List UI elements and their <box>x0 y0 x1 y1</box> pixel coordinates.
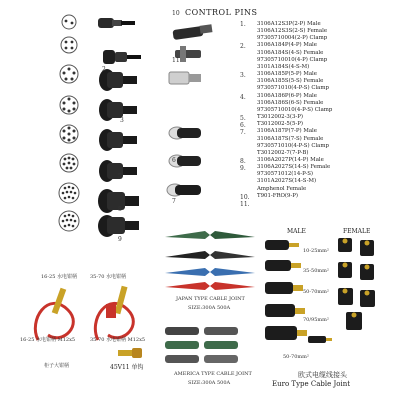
connector-icon <box>98 215 139 237</box>
euro-caption-cn: 欧式电缆线接头 <box>298 371 347 379</box>
plug-face-icon <box>60 96 78 114</box>
part-list-item: T3012002-5(5-P) <box>257 121 303 128</box>
tong-label: 35-70 水电钳柄 M12x5 <box>90 337 146 343</box>
tong-label: 35-70 水电钳柄 <box>90 274 127 280</box>
euro-size: 10-25mm² <box>303 248 329 254</box>
euro-size: 50-70mm² <box>283 354 309 360</box>
japan-joint-icon <box>165 251 255 259</box>
part-list-item: 3106A12S3S(2-S) Female <box>257 28 328 35</box>
part-list-item: 3101A184S(4-S-M) <box>257 63 310 70</box>
plug-face-icon <box>61 37 77 53</box>
figure-number: 3 <box>120 117 124 124</box>
figure-number: 9 <box>118 236 122 243</box>
japan-joint-size: SIZE:300A 500A <box>188 305 231 311</box>
euro-female-icon <box>360 264 374 280</box>
tong-label: 16-25 水电钳柄 M12x5 <box>20 337 76 343</box>
euro-male-icon <box>308 336 332 343</box>
figure-number: 8 <box>118 206 122 213</box>
list-number: 11. <box>240 201 250 208</box>
euro-male-icon <box>265 304 305 317</box>
euro-size: 50-70mm² <box>303 289 329 295</box>
plug-face-icon <box>59 183 79 203</box>
part-list-item: 9730571010(4-P-S) Clamp <box>257 142 329 149</box>
euro-male-icon <box>265 240 299 250</box>
japan-joint-icon <box>165 282 255 290</box>
euro-female-icon <box>338 262 352 278</box>
plug-face-icon <box>59 211 79 231</box>
plug-face-icon <box>62 15 76 29</box>
connector-icon <box>98 18 135 28</box>
list-number: 6. <box>240 122 246 129</box>
figure-number: 11 <box>172 57 180 64</box>
america-joint-icon <box>165 355 238 363</box>
part-list-item: 3106A186P(6-P) Male <box>257 92 317 99</box>
list-number: 2. <box>240 43 246 50</box>
plug-face-icon <box>60 125 78 143</box>
euro-female-header: FEMALE <box>343 228 371 235</box>
euro-caption-en: Euro Type Cable Joint <box>272 380 351 388</box>
list-number: 4. <box>240 94 246 101</box>
part-list-item: 3106A185S(5-S) Female <box>257 78 324 85</box>
part-list-item: 3106A12S3P(2-P) Male <box>257 21 321 27</box>
figure-number: 6 <box>172 157 176 164</box>
euro-male-icon <box>265 260 301 271</box>
part-list-item: T3012002-3(3-P) <box>257 114 303 121</box>
america-joint-size: SIZE:300A 500A <box>188 380 231 386</box>
part-list-item: 3106A2027P(14-P) Male <box>257 156 324 163</box>
part-list-item: 3106A2027S(14-S) Female <box>257 164 331 171</box>
connector-icon <box>169 72 201 84</box>
part-list-item: 97305710010(4-P) Clamp <box>257 56 328 63</box>
list-number: 8. <box>240 158 246 165</box>
plug-face-icon <box>60 154 78 172</box>
part-list-item: 3106A184S(4-S) Female <box>257 49 324 56</box>
part-list-item: 97305710010(4-P-S) Clamp <box>257 106 333 113</box>
figure-number: 2 <box>102 66 106 73</box>
euro-female-icon <box>346 312 362 330</box>
euro-size: 70/95mm² <box>303 317 329 323</box>
part-list-item: 3106A184P(4-P) Male <box>257 42 317 49</box>
euro-female-icon <box>338 288 353 305</box>
part-list-item: 3101A2027S(14-S-M) <box>257 178 317 185</box>
america-joint-caption: AMERICA TYPE CABLE JOINT <box>174 371 252 377</box>
figure-number: 4 <box>118 142 122 149</box>
welding-tongs-photo <box>28 280 168 370</box>
figure-number: 7 <box>172 198 176 205</box>
japan-joint-icon <box>165 268 255 276</box>
part-list-item: 9730571010(4-P-S) Clamp <box>257 85 329 92</box>
euro-female-icon <box>338 238 352 252</box>
euro-joint-photo <box>260 238 395 358</box>
euro-size: 35-50mm² <box>303 268 329 274</box>
page-title: CONTROL PINS <box>185 8 258 17</box>
part-list-item: 3106A185P(5-P) Male <box>257 71 317 78</box>
euro-female-icon <box>360 240 374 256</box>
figure-number: 10 <box>172 10 180 17</box>
plug-face-icon <box>60 65 78 83</box>
euro-male-icon <box>265 282 303 294</box>
japan-joint-icon <box>165 231 255 239</box>
euro-female-icon <box>360 290 375 307</box>
part-list-item: T901-FRO(9-P) <box>257 192 299 199</box>
list-number: 9. <box>240 165 246 172</box>
list-number: 7. <box>240 129 246 136</box>
part-list-item: 97305710004(2-P) Clamp <box>257 35 328 42</box>
list-number: 3. <box>240 72 246 79</box>
list-number: 5. <box>240 115 246 122</box>
part-list-item: T3012002-7(7-P-B) <box>257 149 309 156</box>
part-list-item: 3106A187S(7-S) Female <box>257 135 324 142</box>
connector-icon <box>169 127 201 139</box>
connector-icon <box>103 50 141 64</box>
list-number: 10. <box>240 194 250 201</box>
tong-label: 45V11 单钩 <box>110 364 144 371</box>
america-joint-icon <box>165 341 238 349</box>
part-list-item: Amphenol Female <box>257 185 307 192</box>
part-list <box>257 21 397 200</box>
part-list-item: 9730571012(14-P-S) <box>257 171 314 178</box>
japan-joint-caption: JAPAN TYPE CABLE JOINT <box>176 296 245 302</box>
part-list-item: 3106A187P(7-P) Male <box>257 128 317 135</box>
part-list-item: 3106A186S(6-S) Female <box>257 99 324 106</box>
list-number: 1. <box>240 21 246 28</box>
plug-face-column <box>55 12 85 232</box>
connector-icon <box>172 24 212 40</box>
america-joint-icon <box>165 327 238 335</box>
tong-label: 16-25 水电钳柄 <box>41 274 78 280</box>
connector-icon <box>99 99 137 121</box>
euro-male-header: MALE <box>287 228 306 235</box>
tong-label: 柜子大钳柄 <box>44 363 70 369</box>
connector-icon <box>167 184 201 196</box>
figure-number: 5 <box>118 173 122 180</box>
euro-male-icon <box>265 326 307 340</box>
